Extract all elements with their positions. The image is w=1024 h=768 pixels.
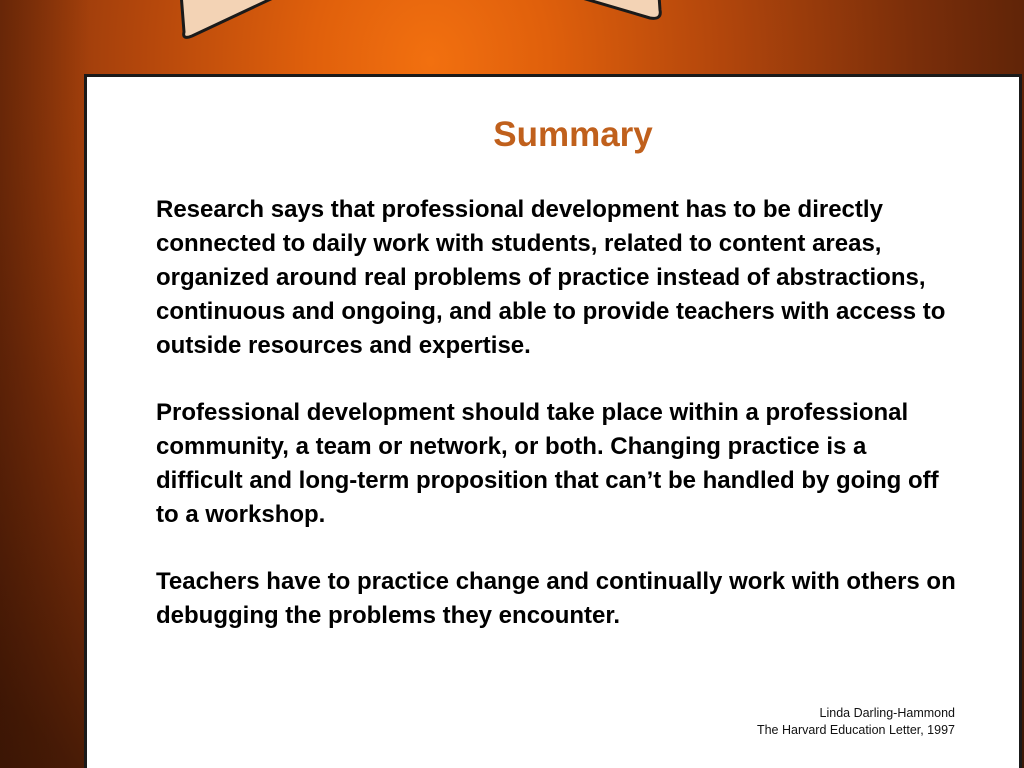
citation-author: Linda Darling-Hammond	[819, 706, 955, 720]
paragraph-research: Research says that professional development has to be directly connected to daily work with students, related to content areas, organized around real problems of practice instead of abstractions, continuous and ongoing, and able to provide teachers with access to outside resources and expertise.	[156, 196, 946, 359]
background-shade	[0, 0, 90, 768]
citation	[757, 705, 955, 739]
slide-card	[84, 74, 1022, 768]
ribbon-decoration	[170, 0, 670, 60]
slide-title: Summary	[493, 115, 653, 154]
paragraph-community: Professional development should take place within a professional community, a team or network, or both. Changing practice is a difficult and long-term proposition that can’t be handled by going off to a workshop.	[156, 399, 939, 528]
slide-body	[156, 193, 956, 666]
citation-source: The Harvard Education Letter, 1997	[756, 723, 955, 737]
paragraph-practice: Teachers have to practice change and continually work with others on debugging the problems they encounter.	[156, 568, 956, 629]
